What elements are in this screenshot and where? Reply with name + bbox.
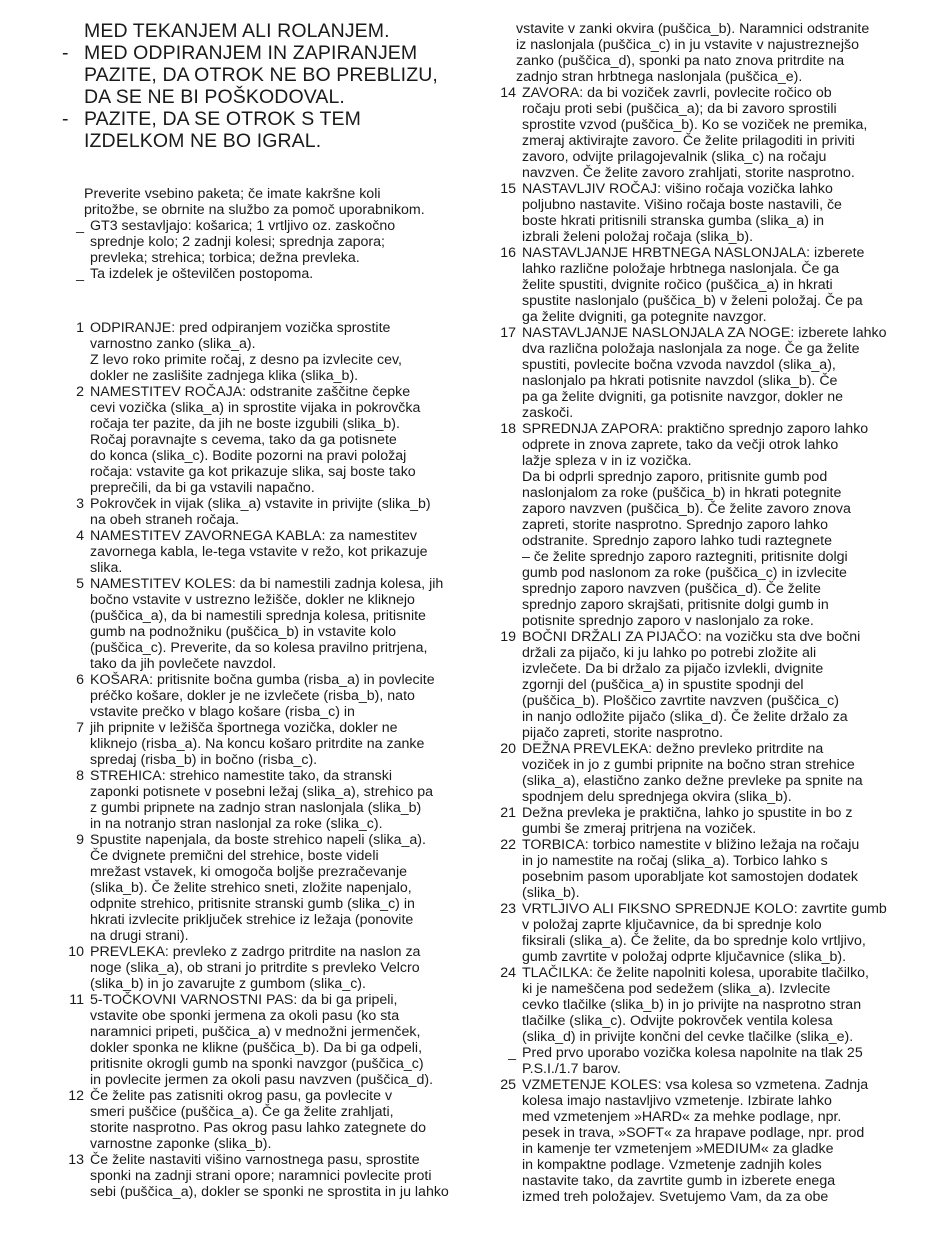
warning-line — [62, 64, 462, 86]
warning-text: MED ODPIRANJEM IN ZAPIRANJEM — [84, 42, 418, 64]
item-text: NASTAVLJANJE HRBTNEGA NASLONJALA: izberete lahko različne položaje hrbtnega naslonjala. Če ga želite spustiti, dvignite ročico (puščica_a) in hkrati spustite naslonjalo (puščica_b) v želeni položaj. Če pa ga želite dvigniti, ga potegnite navzgor. — [522, 245, 865, 325]
bullet-text: GT3 sestavljajo: košarica; 1 vrtljivo oz. zaskočno sprednje kolo; 2 zadnji kolesi; sprednja zapora; prevleka; strehica; torbica; dežna prevleka. — [90, 218, 396, 266]
instruction-item — [494, 965, 894, 1045]
instruction-item — [62, 944, 462, 992]
item-number: 13 — [68, 1152, 84, 1168]
item-text: ODPIRANJE: pred odpiranjem vozička sprostite varnostno zanko (slika_a). Z levo roko primite ročaj, z desno pa izvlecite cev, dokler ne zaslišite zadnjega klika (slika_b). — [90, 320, 402, 384]
item-number: 7 — [76, 720, 84, 736]
instruction-item — [62, 768, 462, 832]
instruction-item — [62, 576, 462, 672]
item-text: TORBICA: torbico namestite v bližino ležaja na ročaju in jo namestite na ročaj (slika_a). Torbico lahko s posebnim pasom uporabljate kot samostojen dodatek (slika_b). — [522, 837, 860, 901]
item-text: NAMESTITEV ROČAJA: odstranite zaščitne čepke cevi vozička (slika_a) in sprostite vijaka in pokrovčka ročaja ter pazite, da jih ne boste izgubili (slika_b). Ročaj poravnajte s cevema, tako da ga potisnete do konca (slika_c). Bodite pozorni na pravi položaj ročaja: vstavite ga kot prikazuje slika, saj boste tako preprečili, da bi ga vstavili napačno. — [90, 384, 421, 496]
instruction-item — [62, 384, 462, 496]
warning-text: MED TEKANJEM ALI ROLANJEM. — [84, 20, 390, 42]
item-text: Pokrovček in vijak (slika_a) vstavite in privijte (slika_b) na obeh straneh ročaja. — [90, 496, 431, 528]
instruction-item — [62, 496, 462, 528]
item-text: ZAVORA: da bi voziček zavrli, povlecite ročico ob ročaju proti sebi (puščica_a); da bi zavoro sprostili sprostite vzvod (puščica_b). Ko se voziček ne premika, zmeraj aktivirajte zavoro. Če želite prilagoditi in priviti zavoro, odvijte prilagojevalnik (slika_c) na ročaju navzven. Če želite zavoro zrahljati, storite nasprotno. — [522, 85, 868, 181]
instruction-item — [494, 85, 894, 181]
item-text: NAMESTITEV ZAVORNEGA KABLA: za namestitev zavornega kabla, le-tega vstavite v režo, kot prikazuje slika. — [90, 528, 428, 576]
item-number: 1 — [76, 320, 84, 336]
item-text: Če želite nastaviti višino varnostnega pasu, sprostite sponki na zadnji strani opore; naramnici povlecite proti sebi (puščica_a), dokler se sponki ne sprostita in ju lahko — [90, 1152, 449, 1200]
item-number: 5 — [76, 576, 84, 592]
instructions-right-column — [494, 21, 894, 1205]
instruction-item — [494, 805, 894, 837]
bullet-marker: _ — [76, 266, 84, 282]
item-number: _ — [508, 1045, 516, 1061]
item-number: 3 — [76, 496, 84, 512]
item-number: 11 — [69, 992, 84, 1008]
item-text: Spustite napenjala, da boste strehico napeli (slika_a). Če dvignete premični del strehice, boste videli mrežast vstavek, ki omogoča boljše prezračevanje (slika_b). Če želite strehico sneti, zložite napenjalo, odpnite strehico, pritisnite stranski gumb (slika_c) in hkrati izvlecite priključek strehice iz ležaja (ponovite na drugi strani). — [90, 832, 426, 944]
instruction-item — [494, 741, 894, 805]
warning-text: PAZITE, DA OTROK NE BO PREBLIZU, — [84, 64, 438, 86]
item-number: 22 — [500, 837, 516, 853]
instruction-item — [62, 992, 462, 1088]
item-text: KOŠARA: pritisnite bočna gumba (risba_a) in povlecite préčko košare, dokler je ne izvlečete (risba_b), nato vstavite prečko v blago košare (risba_c) in — [90, 672, 435, 720]
item-text: NASTAVLJANJE NASLONJALA ZA NOGE: izberete lahko dva različna položaja naslonjala za noge. Če ga želite spustiti, povlecite bočna vzvoda navzdol (slika_a), naslonjalo pa hkrati potisnite navzdol (slika_b). Če pa ga želite dvigniti, ga potisnite navzgor, dokler ne zaskoči. — [522, 325, 887, 421]
instructions-left-column — [62, 320, 462, 1200]
instruction-item — [494, 421, 894, 629]
warning-line — [62, 130, 462, 152]
warning-line — [62, 108, 462, 130]
item-number: 23 — [500, 901, 516, 917]
item-number: 20 — [500, 741, 516, 757]
instruction-item — [494, 1077, 894, 1205]
item-text: Če želite pas zatisniti okrog pasu, ga povlecite v smeri puščice (puščica_a). Če ga želite zrahljati, storite nasprotno. Pas okrog pasu lahko zategnete do varnostne zaponke (slika_b). — [90, 1088, 426, 1152]
item-text: PREVLEKA: prevleko z zadrgo pritrdite na naslon za noge (slika_a), ob strani jo pritrdite s prevleko Velcro (slika_b) in jo zavarujte z gumbom (slika_c). — [90, 944, 421, 992]
item-number: 18 — [500, 421, 516, 437]
item-number: 12 — [68, 1088, 84, 1104]
item-text: BOČNI DRŽALI ZA PIJAČO: na vozičku sta dve bočni držali za pijačo, ki ju lahko po potrebi zložite ali izvlečete. Da bi držalo za pijačo izvlekli, dvignite zgornji del (puščica_a) in spustite spodnji del (puščica_b). Ploščico zavrtite navzven (puščica_c) in nanjo odložite pijačo (slika_d). Če želite držalo za pijačo zapreti, storite nasprotno. — [522, 629, 861, 741]
warning-marker — [62, 64, 84, 86]
warning-marker: - — [62, 108, 69, 130]
item-text: VZMETENJE KOLES: vsa kolesa so vzmetena. Zadnja kolesa imajo nastavljivo vzmetenje. Izbirate lahko med vzmetenjem »HARD« za mehke podlage, npr. pesek in trava, »SOFT« za hrapave podlage, npr. prod in kamenje ter vzmetenjem »MEDIUM« za gladke in kompaktne podlage. Vzmetenje zadnjih koles nastavite tako, da zavrtite gumb in izberete enega izmed treh položajev. Svetujemo Vam, da za obe — [522, 1077, 869, 1205]
instruction-item — [494, 245, 894, 325]
item-text: Dežna prevleka je praktična, lahko jo spustite in bo z gumbi še zmeraj pritrjena na voziček. — [522, 805, 853, 837]
instruction-item — [494, 837, 894, 901]
instruction-item — [62, 720, 462, 768]
bullet-text: Ta izdelek je oštevilčen postopoma. — [90, 266, 314, 282]
warning-text: IZDELKOM NE BO IGRAL. — [84, 130, 322, 152]
item-number: 9 — [76, 832, 84, 848]
instruction-item — [62, 320, 462, 384]
item-text: SPREDNJA ZAPORA: praktično sprednjo zaporo lahko odprete in znova zaprete, tako da večji otrok lahko lažje spleza v in iz vozička. Da bi odprli sprednjo zaporo, pritisnite gumb pod naslonjalom za roke (puščica_b) in hkrati potegnite zaporo navzven (puščica_b). Če želite zavoro znova zapreti, storite nasprotno. Sprednjo zaporo lahko odstranite. Sprednjo zaporo lahko tudi raztegnete – če želite sprednjo zaporo raztegniti, pritisnite dolgi gumb pod naslonom za roke (puščica_c) in izvlecite sprednjo zaporo navzven (puščica_d). Če želite sprednjo zaporo skrajšati, pritisnite dolgi gumb in potisnite sprednjo zaporo v naslonjalo za roke. — [522, 421, 869, 629]
item-text: 5-TOČKOVNI VARNOSTNI PAS: da bi ga pripeli, vstavite obe sponki jermena za okoli pasu (ko sta naramnici pripeti, puščica_a) v mednožni jermenček, dokler sponka ne klikne (puščica_b). Da bi ga odpeli, pritisnite okrogli gumb na sponki navzgor (puščica_c) in povlecite jermen za okoli pasu navzven (puščica_d). — [90, 992, 434, 1088]
item-number: 19 — [500, 629, 516, 645]
item-number: 10 — [68, 944, 84, 960]
item-number: 21 — [500, 805, 516, 821]
item-number: 14 — [500, 85, 516, 101]
instruction-item — [62, 1088, 462, 1152]
item-number: 6 — [76, 672, 84, 688]
item-number: 17 — [500, 325, 516, 341]
item-text: NAMESTITEV KOLES: da bi namestili zadnja kolesa, jih bočno vstavite v ustrezno ležišče, dokler ne kliknejo (puščica_a), da bi namestili sprednja kolesa, pritisnite gumb na podnožniku (puščica_b) in vstavite kolo (puščica_c). Preverite, da so kolesa pravilno pritrjena, tako da jih povlečete navzdol. — [90, 576, 444, 672]
item-text: NASTAVLJIV ROČAJ: višino ročaja vozička lahko poljubno nastavite. Višino ročaja boste nastavili, če boste hkrati pritisnili stranska gumba (slika_a) in izbrali želeni položaj ročaja (slika_b). — [522, 181, 842, 245]
instruction-item — [494, 901, 894, 965]
item-number: 25 — [500, 1077, 516, 1093]
warning-marker — [62, 20, 84, 42]
item-number: 2 — [76, 384, 84, 400]
instruction-item — [494, 325, 894, 421]
item-text: TLAČILKA: če želite napolniti kolesa, uporabite tlačilko, ki je nameščena pod sedežem (slika_a). Izvlecite cevko tlačilke (slika_b) in jo privijte na nasprotno stran tlačilke (slika_c). Odvijte pokrovček ventila kolesa (slika_d) in privijte končni del cevke tlačilke (slika_e). — [522, 965, 869, 1045]
instruction-item — [494, 1045, 894, 1077]
intro-paragraph: Preverite vsebino paketa; če imate kakršne koli pritožbe, se obrnite na službo za pomoč uporabnikom. — [84, 186, 425, 218]
item-number: 4 — [76, 528, 84, 544]
warning-marker: - — [62, 42, 69, 64]
warning-text: DA SE NE BI POŠKODOVAL. — [84, 86, 345, 108]
item-text: VRTLJIVO ALI FIKSNO SPREDNJE KOLO: zavrtite gumb v položaj zaprte ključavnice, da bi sprednje kolo fiksirali (slika_a). Če želite, da bo sprednje kolo vrtljivo, gumb zavrtite v položaj odprte ključavnice (slika_b). — [522, 901, 887, 965]
intro-bullet — [62, 218, 462, 266]
warning-line — [62, 20, 462, 42]
item-text: DEŽNA PREVLEKA: dežno prevleko pritrdite na voziček in jo z gumbi pripnite na bočno stran strehice (slika_a), elastično zanko dežne prevleke pa spnite na spodnjem delu sprednjega okvira (slika_b). — [522, 741, 863, 805]
intro-bullet — [62, 266, 462, 282]
instruction-item — [62, 1152, 462, 1200]
warning-block — [62, 20, 462, 152]
warning-marker — [62, 130, 84, 152]
instruction-item — [62, 528, 462, 576]
item-number: 15 — [500, 181, 516, 197]
warning-line — [62, 86, 462, 108]
item-text: jih pripnite v ležišča športnega vozička, dokler ne kliknejo (risba_a). Na koncu košaro pritrdite na zanke spredaj (risba_b) in bočno (risba_c). — [90, 720, 425, 768]
intro-section — [62, 186, 462, 282]
item-number: 24 — [500, 965, 516, 981]
warning-marker — [62, 86, 84, 108]
continued-text: vstavite v zanki okvira (puščica_b). Naramnici odstranite iz naslonjala (puščica_c) in ju vstavite v najustreznejšo zanko (puščica_d), sponki pa nato znova pritrdite na zadnjo stran hrbtnega naslonjala (puščica_e). — [516, 21, 870, 85]
instruction-item — [62, 672, 462, 720]
item-text: Pred prvo uporabo vozička kolesa napolnite na tlak 25 P.S.I./1.7 barov. — [522, 1045, 863, 1077]
warning-text: PAZITE, DA SE OTROK S TEM — [84, 108, 361, 130]
instruction-item — [494, 181, 894, 245]
item-text: STREHICA: strehico namestite tako, da stranski zaponki potisnete v posebni ležaj (slika_a), strehico pa z gumbi pripnete na zadnjo stran naslonjala (slika_b) in na notranjo stran naslonjal za roke (slika_c). — [90, 768, 434, 832]
warning-line — [62, 42, 462, 64]
item-number: 8 — [76, 768, 84, 784]
instruction-item — [62, 832, 462, 944]
instruction-item — [494, 629, 894, 741]
item-number: 16 — [500, 245, 516, 261]
bullet-marker: _ — [76, 218, 84, 234]
